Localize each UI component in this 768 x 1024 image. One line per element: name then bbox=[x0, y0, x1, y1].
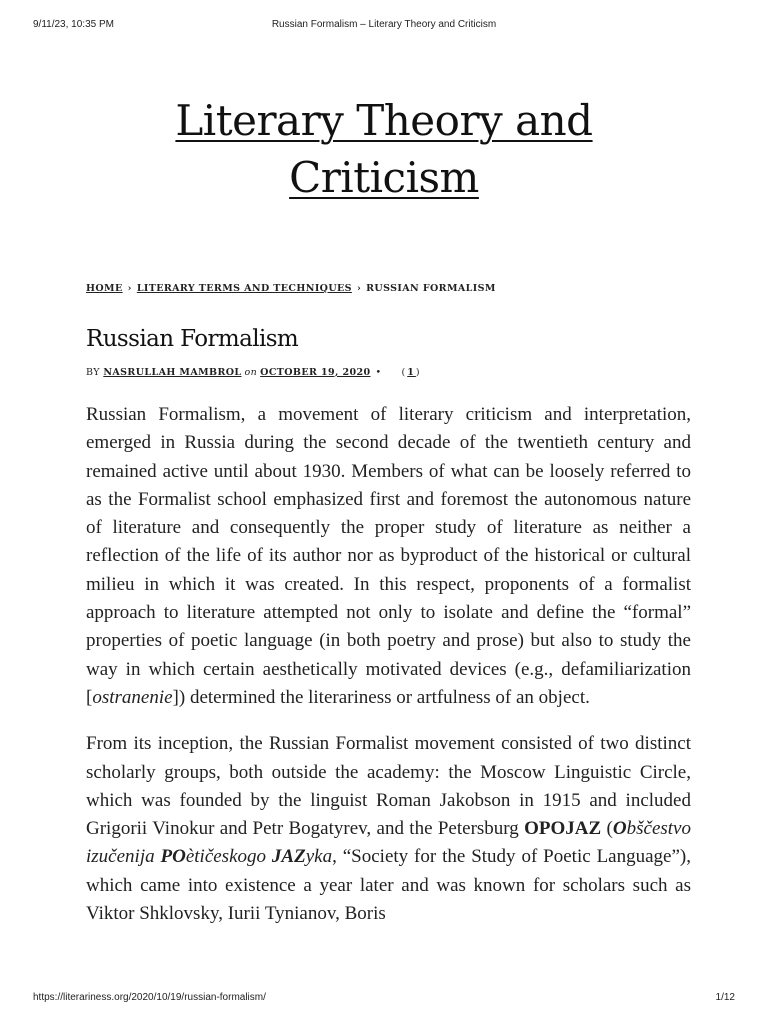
breadcrumb-separator: › bbox=[356, 283, 362, 294]
comments-open-paren: ( bbox=[401, 367, 408, 378]
print-url: https://literariness.org/2020/10/19/russian-formalism/ bbox=[33, 992, 266, 1003]
paragraph-1-end: ]) determined the literariness or artfulness of an object. bbox=[172, 686, 590, 708]
acronym-letter-o: O bbox=[612, 818, 627, 840]
breadcrumb-category-link[interactable]: LITERARY TERMS AND TECHNIQUES bbox=[136, 283, 352, 294]
post-title: Russian Formalism bbox=[86, 326, 299, 352]
acronym-letters-jaz: JAZ bbox=[271, 846, 306, 868]
comments-count bbox=[402, 367, 422, 378]
paragraph-1-text: Russian Formalism, a movement of literary criticism and interpretation, emerged in Russia during the second decade of the twentieth century and remained active until about 1930. Members of what can be loosely referred to as the Formalist school emphasized first and foremost the autonomous nature of literature and consequently the proper study of literature as neither a reflection of the life of its author nor as byproduct of the historical or cultural milieu in which it was created. In this respect, proponents of a formalist approach to literature attempted not only to isolate and define the “formal” properties of poetic language (in both poetry and prose) but also to study the way in which certain aesthetically motivated devices (e.g., defamiliarization [ bbox=[86, 404, 691, 708]
print-document-title: Russian Formalism – Literary Theory and Criticism bbox=[271, 19, 497, 30]
meta-dot: • bbox=[375, 367, 382, 378]
meta-by-label: BY bbox=[86, 367, 100, 378]
article-body bbox=[86, 401, 691, 946]
author-link[interactable]: NASRULLAH MAMBROL bbox=[103, 367, 242, 378]
breadcrumb-current: RUSSIAN FORMALISM bbox=[366, 283, 496, 294]
site-title-line2: Criticism bbox=[289, 153, 479, 202]
expansion-part-3: yka bbox=[305, 846, 333, 868]
opojaz-acronym: OPOJAZ bbox=[524, 818, 602, 840]
post-meta bbox=[86, 367, 422, 378]
acronym-letters-po: PO bbox=[160, 846, 186, 868]
breadcrumb-home-link[interactable]: HOME bbox=[86, 283, 123, 294]
site-title-link[interactable] bbox=[84, 92, 684, 206]
comments-link[interactable]: 1 bbox=[407, 367, 416, 378]
expansion-part-1: bščestvo izučenija bbox=[86, 818, 691, 868]
comments-close-paren: ) bbox=[415, 367, 422, 378]
paragraph-1-term: ostranenie bbox=[92, 686, 173, 708]
paragraph-2-paren: ( bbox=[601, 818, 613, 840]
paragraph-2-text: From its inception, the Russian Formalist movement consisted of two distinct scholarly groups, both outside the academy: the Moscow Linguistic Circle, which was founded by the linguist Roman Jakobson in 1915 and included Grigorii Vinokur and Petr Bogatyrev, and the Petersburg bbox=[86, 733, 691, 840]
breadcrumb bbox=[86, 283, 496, 294]
print-datetime: 9/11/23, 10:35 PM bbox=[33, 19, 114, 30]
post-date-link[interactable]: OCTOBER 19, 2020 bbox=[260, 367, 371, 378]
paragraph-2-rest: , “Society for the Study of Poetic Language”), which came into existence a year later and was known for scholars such as Viktor Shklovsky, Iurii Tynianov, Boris bbox=[86, 846, 691, 925]
paragraph-2 bbox=[86, 730, 691, 928]
paragraph-1 bbox=[86, 401, 691, 712]
print-header bbox=[0, 0, 768, 30]
site-title-line1: Literary Theory and bbox=[175, 96, 593, 145]
print-page-number: 1/12 bbox=[715, 992, 735, 1003]
expansion-part-2: ètičeskogo bbox=[185, 846, 272, 868]
breadcrumb-separator: › bbox=[127, 283, 132, 294]
meta-on-label: on bbox=[244, 367, 258, 378]
